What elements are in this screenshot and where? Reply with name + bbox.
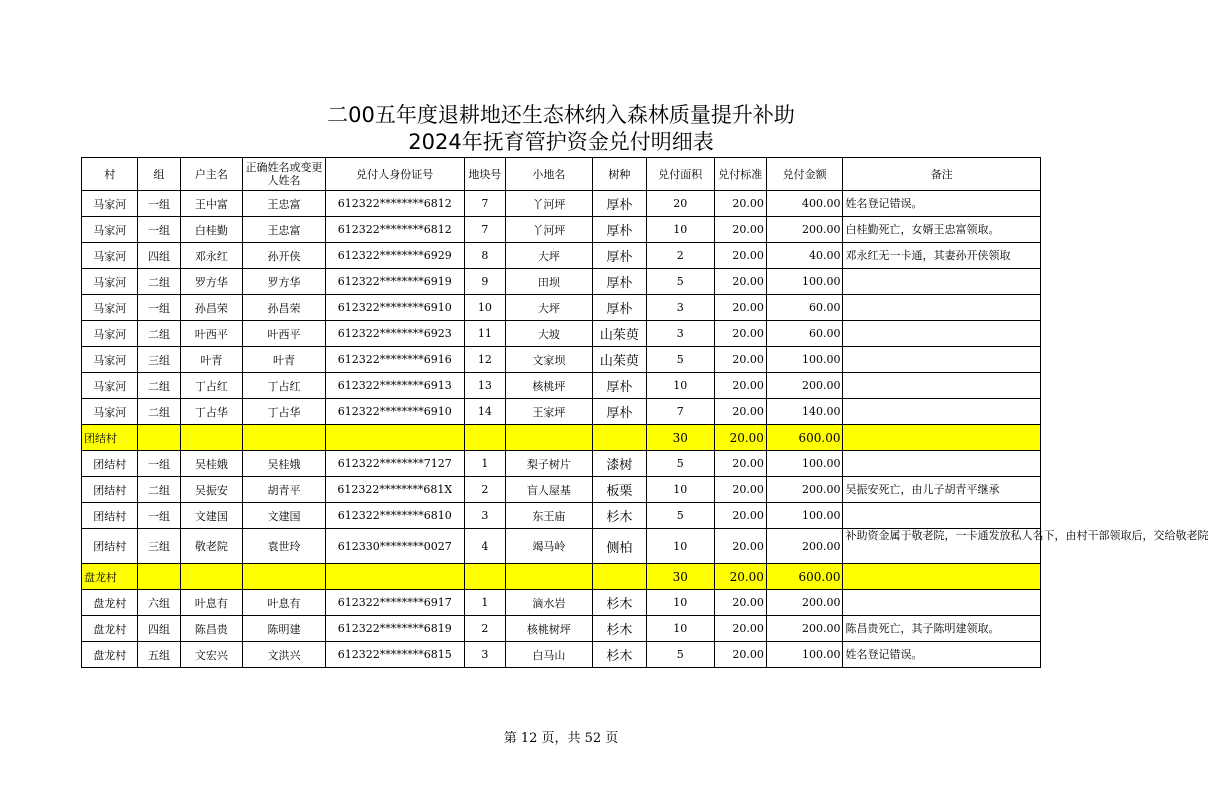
tree-species-cell: 厚朴 — [592, 269, 646, 295]
place-name-cell: 大坪 — [506, 295, 593, 321]
group-cell: 一组 — [138, 451, 180, 477]
subtotal-area-cell: 30 — [647, 564, 714, 590]
id-number-cell: 612322********6819 — [325, 616, 464, 642]
head-name-cell: 丁占华 — [180, 399, 242, 425]
remark-cell: 吴振安死亡，由儿子胡青平继承 — [843, 477, 1041, 503]
table-row — [82, 399, 1041, 425]
plot-number-cell: 4 — [464, 529, 505, 564]
amount-cell: 200.00 — [766, 217, 843, 243]
plot-number-cell: 14 — [464, 399, 505, 425]
group-cell: 五组 — [138, 642, 180, 668]
village-cell: 马家河 — [82, 243, 138, 269]
place-name-cell: 白马山 — [506, 642, 593, 668]
head-name-cell: 文宏兴 — [180, 642, 242, 668]
head-name-cell: 文建国 — [180, 503, 242, 529]
area-cell: 10 — [647, 217, 714, 243]
place-name-cell: 丫河坪 — [506, 217, 593, 243]
group-cell: 二组 — [138, 399, 180, 425]
table-row — [82, 590, 1041, 616]
area-cell: 10 — [647, 477, 714, 503]
id-number-cell: 612322********6812 — [325, 217, 464, 243]
page-number: 第 12 页，共 52 页 — [503, 731, 619, 746]
head-name-cell: 陈昌贵 — [180, 616, 242, 642]
area-cell: 10 — [647, 590, 714, 616]
group-cell: 四组 — [138, 243, 180, 269]
id-number-cell: 612322********6815 — [325, 642, 464, 668]
empty-cell — [592, 564, 646, 590]
tree-species-cell: 山茱萸 — [592, 347, 646, 373]
area-cell: 10 — [647, 529, 714, 564]
group-cell: 二组 — [138, 477, 180, 503]
correct-name-cell: 叶息有 — [243, 590, 326, 616]
rate-cell: 20.00 — [714, 295, 766, 321]
id-number-cell: 612322********6812 — [325, 191, 464, 217]
correct-name-cell: 袁世玲 — [243, 529, 326, 564]
table-row — [82, 642, 1041, 668]
village-cell: 马家河 — [82, 217, 138, 243]
header-area: 兑付面积 — [647, 158, 714, 191]
remark-cell — [843, 503, 1041, 529]
header-place-name: 小地名 — [506, 158, 593, 191]
amount-cell: 100.00 — [766, 347, 843, 373]
remark-cell: 陈昌贵死亡，其子陈明建领取。 — [843, 616, 1041, 642]
empty-cell — [325, 425, 464, 451]
place-name-cell: 核桃坪 — [506, 373, 593, 399]
remark-cell: 姓名登记错误。 — [843, 191, 1041, 217]
tree-species-cell: 厚朴 — [592, 399, 646, 425]
amount-cell: 60.00 — [766, 321, 843, 347]
id-number-cell: 612322********6929 — [325, 243, 464, 269]
amount-cell: 200.00 — [766, 477, 843, 503]
amount-cell: 60.00 — [766, 295, 843, 321]
plot-number-cell: 2 — [464, 616, 505, 642]
rate-cell: 20.00 — [714, 373, 766, 399]
tree-species-cell: 杉木 — [592, 616, 646, 642]
remark-cell — [843, 373, 1041, 399]
place-name-cell: 梨子树片 — [506, 451, 593, 477]
remark-cell: 邓永红无一卡通，其妻孙开侠领取 — [843, 243, 1041, 269]
place-name-cell: 王家坪 — [506, 399, 593, 425]
header-rate: 兑付标准 — [714, 158, 766, 191]
village-cell: 马家河 — [82, 191, 138, 217]
empty-cell — [506, 564, 593, 590]
correct-name-cell: 叶西平 — [243, 321, 326, 347]
id-number-cell: 612322********6916 — [325, 347, 464, 373]
plot-number-cell: 1 — [464, 590, 505, 616]
rate-cell: 20.00 — [714, 529, 766, 564]
place-name-cell: 滴水岩 — [506, 590, 593, 616]
tree-species-cell: 厚朴 — [592, 217, 646, 243]
tree-species-cell: 杉木 — [592, 503, 646, 529]
amount-cell: 100.00 — [766, 503, 843, 529]
head-name-cell: 吴桂娥 — [180, 451, 242, 477]
head-name-cell: 王中富 — [180, 191, 242, 217]
table-row — [82, 295, 1041, 321]
rate-cell: 20.00 — [714, 451, 766, 477]
head-name-cell: 孙昌荣 — [180, 295, 242, 321]
remark-cell — [843, 269, 1041, 295]
table-row — [82, 243, 1041, 269]
subtotal-village-cell: 团结村 — [82, 425, 138, 451]
table-row — [82, 503, 1041, 529]
head-name-cell: 叶青 — [180, 347, 242, 373]
remark-cell: 白桂勤死亡，女婿王忠富领取。 — [843, 217, 1041, 243]
plot-number-cell: 7 — [464, 191, 505, 217]
area-cell: 20 — [647, 191, 714, 217]
header-tree-species: 树种 — [592, 158, 646, 191]
subtotal-row — [82, 564, 1041, 590]
correct-name-cell: 文建国 — [243, 503, 326, 529]
remark-cell: 姓名登记错误。 — [843, 642, 1041, 668]
group-cell: 三组 — [138, 347, 180, 373]
table-row — [82, 373, 1041, 399]
table-row — [82, 451, 1041, 477]
amount-cell: 200.00 — [766, 616, 843, 642]
payment-table — [81, 157, 1208, 668]
village-cell: 马家河 — [82, 295, 138, 321]
rate-cell: 20.00 — [714, 217, 766, 243]
correct-name-cell: 陈明建 — [243, 616, 326, 642]
plot-number-cell: 12 — [464, 347, 505, 373]
subtotal-village-cell: 盘龙村 — [82, 564, 138, 590]
rate-cell: 20.00 — [714, 590, 766, 616]
empty-cell — [243, 425, 326, 451]
correct-name-cell: 孙开侠 — [243, 243, 326, 269]
place-name-cell: 竭马岭 — [506, 529, 593, 564]
tree-species-cell: 杉木 — [592, 642, 646, 668]
header-row — [82, 158, 1041, 191]
head-name-cell: 敬老院 — [180, 529, 242, 564]
subtotal-remark-cell — [843, 425, 1041, 451]
head-name-cell: 叶息有 — [180, 590, 242, 616]
subtotal-area-cell: 30 — [647, 425, 714, 451]
plot-number-cell: 1 — [464, 451, 505, 477]
amount-cell: 100.00 — [766, 269, 843, 295]
group-cell: 二组 — [138, 373, 180, 399]
area-cell: 10 — [647, 373, 714, 399]
place-name-cell: 盲人屋基 — [506, 477, 593, 503]
correct-name-cell: 丁占红 — [243, 373, 326, 399]
header-village: 村 — [82, 158, 138, 191]
remark-cell — [843, 347, 1041, 373]
correct-name-cell: 丁占华 — [243, 399, 326, 425]
correct-name-cell: 叶青 — [243, 347, 326, 373]
rate-cell: 20.00 — [714, 243, 766, 269]
id-number-cell: 612322********6919 — [325, 269, 464, 295]
group-cell: 四组 — [138, 616, 180, 642]
tree-species-cell: 厚朴 — [592, 295, 646, 321]
head-name-cell: 白桂勤 — [180, 217, 242, 243]
header-plot-number: 地块号 — [464, 158, 505, 191]
empty-cell — [138, 564, 180, 590]
id-number-cell: 612322********6910 — [325, 399, 464, 425]
empty-cell — [464, 564, 505, 590]
village-cell: 盘龙村 — [82, 590, 138, 616]
tree-species-cell: 山茱萸 — [592, 321, 646, 347]
id-number-cell: 612322********6810 — [325, 503, 464, 529]
rate-cell: 20.00 — [714, 642, 766, 668]
document-title: 二00五年度退耕地还生态林纳入森林质量提升补助 — [327, 103, 795, 127]
header-head-name: 户主名 — [180, 158, 242, 191]
subtotal-remark-cell — [843, 564, 1041, 590]
village-cell: 盘龙村 — [82, 616, 138, 642]
area-cell: 10 — [647, 616, 714, 642]
remark-text: 补助资金属于敬老院，一卡通发放私人名下，由村干部领取后，交给敬老院 — [845, 529, 1208, 542]
village-cell: 马家河 — [82, 399, 138, 425]
tree-species-cell: 侧柏 — [592, 529, 646, 564]
plot-number-cell: 10 — [464, 295, 505, 321]
village-cell: 团结村 — [82, 477, 138, 503]
subtotal-rate-cell: 20.00 — [714, 564, 766, 590]
correct-name-cell: 王忠富 — [243, 217, 326, 243]
area-cell: 2 — [647, 243, 714, 269]
table-row — [82, 269, 1041, 295]
group-cell: 一组 — [138, 503, 180, 529]
plot-number-cell: 11 — [464, 321, 505, 347]
id-number-cell: 612322********7127 — [325, 451, 464, 477]
village-cell: 盘龙村 — [82, 642, 138, 668]
remark-cell — [843, 321, 1041, 347]
head-name-cell: 邓永红 — [180, 243, 242, 269]
tree-species-cell: 杉木 — [592, 590, 646, 616]
place-name-cell: 文家坝 — [506, 347, 593, 373]
amount-cell: 40.00 — [766, 243, 843, 269]
tree-species-cell: 板栗 — [592, 477, 646, 503]
amount-cell: 200.00 — [766, 373, 843, 399]
group-cell: 三组 — [138, 529, 180, 564]
amount-cell: 100.00 — [766, 642, 843, 668]
group-cell: 一组 — [138, 191, 180, 217]
table-row — [82, 347, 1041, 373]
rate-cell: 20.00 — [714, 477, 766, 503]
id-number-cell: 612322********6923 — [325, 321, 464, 347]
rate-cell: 20.00 — [714, 269, 766, 295]
area-cell: 5 — [647, 642, 714, 668]
remark-cell — [843, 295, 1041, 321]
table-row — [82, 217, 1041, 243]
amount-cell: 400.00 — [766, 191, 843, 217]
header-id-number: 兑付人身份证号 — [325, 158, 464, 191]
amount-cell: 200.00 — [766, 590, 843, 616]
subtotal-amount-cell: 600.00 — [766, 425, 843, 451]
place-name-cell: 丫河坪 — [506, 191, 593, 217]
remark-cell — [843, 590, 1041, 616]
correct-name-cell: 罗方华 — [243, 269, 326, 295]
rate-cell: 20.00 — [714, 321, 766, 347]
tree-species-cell: 漆树 — [592, 451, 646, 477]
village-cell: 马家河 — [82, 347, 138, 373]
subtotal-amount-cell: 600.00 — [766, 564, 843, 590]
header-amount: 兑付金额 — [766, 158, 843, 191]
village-cell: 马家河 — [82, 373, 138, 399]
correct-name-cell: 吴桂娥 — [243, 451, 326, 477]
group-cell: 二组 — [138, 321, 180, 347]
correct-name-cell: 王忠富 — [243, 191, 326, 217]
tree-species-cell: 厚朴 — [592, 191, 646, 217]
empty-cell — [325, 564, 464, 590]
correct-name-cell: 文洪兴 — [243, 642, 326, 668]
plot-number-cell: 3 — [464, 642, 505, 668]
area-cell: 5 — [647, 347, 714, 373]
area-cell: 5 — [647, 503, 714, 529]
table-row — [82, 477, 1041, 503]
group-cell: 六组 — [138, 590, 180, 616]
empty-cell — [180, 564, 242, 590]
head-name-cell: 丁占红 — [180, 373, 242, 399]
group-cell: 一组 — [138, 295, 180, 321]
empty-cell — [243, 564, 326, 590]
amount-cell: 140.00 — [766, 399, 843, 425]
place-name-cell: 核桃树坪 — [506, 616, 593, 642]
place-name-cell: 大坪 — [506, 243, 593, 269]
village-cell: 马家河 — [82, 269, 138, 295]
place-name-cell: 大坡 — [506, 321, 593, 347]
header-group: 组 — [138, 158, 180, 191]
table-row — [82, 321, 1041, 347]
table-row — [82, 191, 1041, 217]
plot-number-cell: 9 — [464, 269, 505, 295]
group-cell: 二组 — [138, 269, 180, 295]
table-row — [82, 529, 1041, 564]
subtotal-rate-cell: 20.00 — [714, 425, 766, 451]
correct-name-cell: 孙昌荣 — [243, 295, 326, 321]
plot-number-cell: 3 — [464, 503, 505, 529]
plot-number-cell: 8 — [464, 243, 505, 269]
remark-cell — [843, 399, 1041, 425]
id-number-cell: 612322********681X — [325, 477, 464, 503]
plot-number-cell: 2 — [464, 477, 505, 503]
area-cell: 5 — [647, 269, 714, 295]
place-name-cell: 东王庙 — [506, 503, 593, 529]
village-cell: 团结村 — [82, 503, 138, 529]
header-correct-name: 正确姓名或变更人姓名 — [243, 158, 326, 191]
correct-name-cell: 胡青平 — [243, 477, 326, 503]
empty-cell — [464, 425, 505, 451]
area-cell: 5 — [647, 451, 714, 477]
village-cell: 团结村 — [82, 451, 138, 477]
remark-cell — [843, 451, 1041, 477]
village-cell: 马家河 — [82, 321, 138, 347]
empty-cell — [138, 425, 180, 451]
id-number-cell: 612322********6910 — [325, 295, 464, 321]
subtotal-row — [82, 425, 1041, 451]
tree-species-cell: 厚朴 — [592, 373, 646, 399]
empty-cell — [506, 425, 593, 451]
rate-cell: 20.00 — [714, 503, 766, 529]
area-cell: 3 — [647, 295, 714, 321]
id-number-cell: 612330********0027 — [325, 529, 464, 564]
village-cell: 团结村 — [82, 529, 138, 564]
rate-cell: 20.00 — [714, 399, 766, 425]
plot-number-cell: 13 — [464, 373, 505, 399]
head-name-cell: 叶西平 — [180, 321, 242, 347]
area-cell: 3 — [647, 321, 714, 347]
id-number-cell: 612322********6917 — [325, 590, 464, 616]
empty-cell — [180, 425, 242, 451]
amount-cell: 100.00 — [766, 451, 843, 477]
id-number-cell: 612322********6913 — [325, 373, 464, 399]
amount-cell: 200.00 — [766, 529, 843, 564]
head-name-cell: 吴振安 — [180, 477, 242, 503]
rate-cell: 20.00 — [714, 191, 766, 217]
rate-cell: 20.00 — [714, 347, 766, 373]
document-subtitle: 2024年抚育管护资金兑付明细表 — [408, 130, 714, 154]
remark-cell — [843, 529, 1208, 564]
header-remark: 备注 — [843, 158, 1041, 191]
area-cell: 7 — [647, 399, 714, 425]
place-name-cell: 田坝 — [506, 269, 593, 295]
empty-cell — [592, 425, 646, 451]
group-cell: 一组 — [138, 217, 180, 243]
tree-species-cell: 厚朴 — [592, 243, 646, 269]
table-row — [82, 616, 1041, 642]
head-name-cell: 罗方华 — [180, 269, 242, 295]
plot-number-cell: 7 — [464, 217, 505, 243]
rate-cell: 20.00 — [714, 616, 766, 642]
